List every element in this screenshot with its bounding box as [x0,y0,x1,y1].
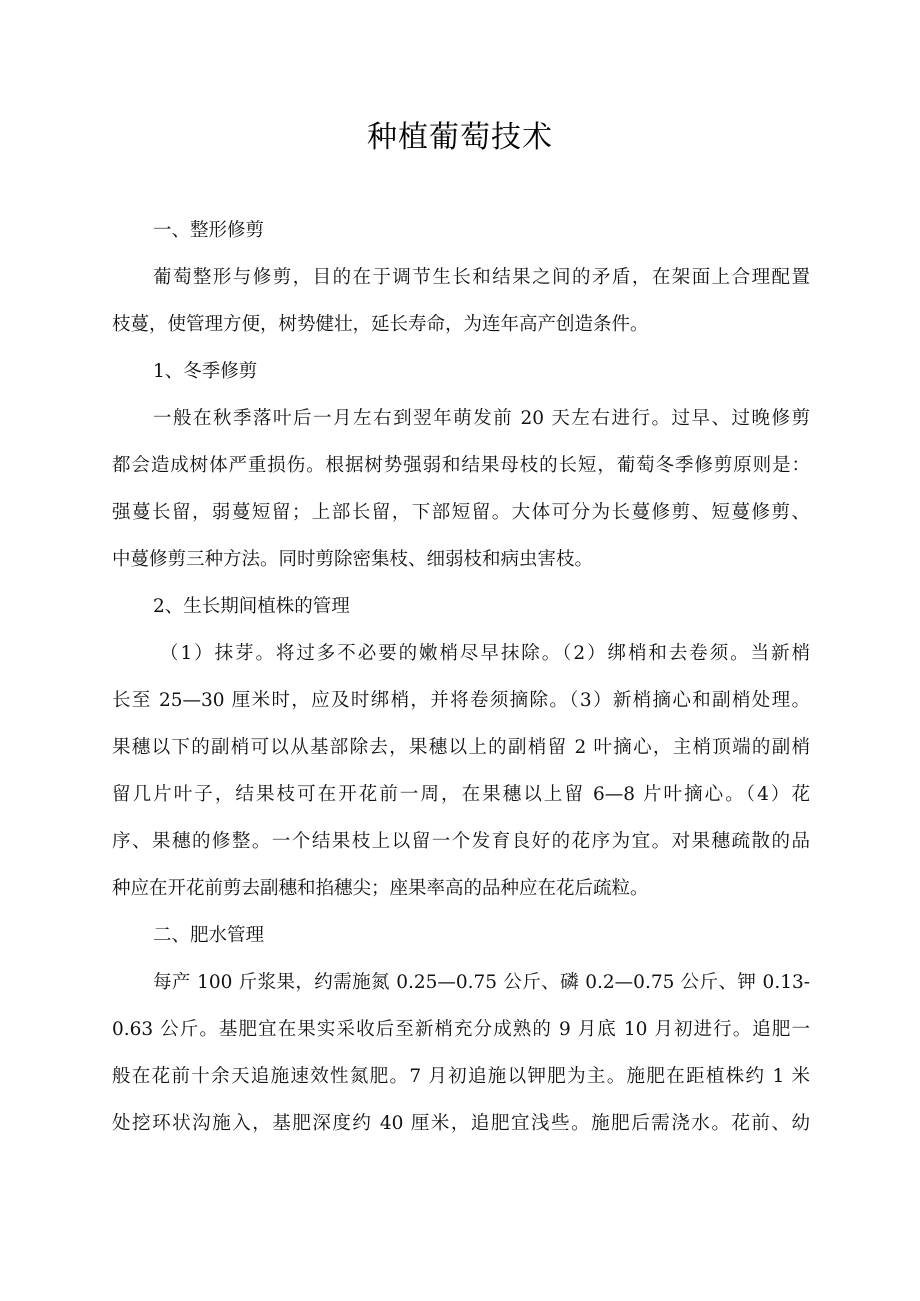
paragraph-line: 种应在开花前剪去副穗和掐穗尖；座果率高的品种应在花后疏粒。 [112,878,649,899]
paragraph-line: 一般在秋季落叶后一月左右到翌年萌发前 20 天左右进行。过早、过晚修剪 [153,408,810,429]
paragraph-line: 长至 25—30 厘米时，应及时绑梢，并将卷须摘除。（3）新梢摘心和副梢处理。 [112,690,810,711]
paragraph-line: 果穗以下的副梢可以从基部除去，果穗以上的副梢留 2 叶摘心，主梢顶端的副梢 [112,737,810,758]
paragraph-line: 0.63 公斤。基肥宜在果实采收后至新梢充分成熟的 9 月底 10 月初进行。追肥一 [112,1019,810,1040]
paragraph-line: 葡萄整形与修剪，目的在于调节生长和结果之间的矛盾，在架面上合理配置 [153,267,810,288]
paragraph-line: 枝蔓，使管理方便，树势健壮，延长寿命，为连年高产创造条件。 [112,314,649,335]
subsection-heading: 1、冬季修剪 [153,361,258,382]
paragraph-line: 处挖环状沟施入，基肥深度约 40 厘米，追肥宜浅些。施肥后需浇水。花前、幼 [112,1113,810,1134]
paragraph-line: 般在花前十余天追施速效性氮肥。7 月初追施以钾肥为主。施肥在距植株约 1 米 [112,1066,810,1087]
section-heading: 二、肥水管理 [153,925,265,946]
paragraph-line: 每产 100 斤浆果，约需施氮 0.25—0.75 公斤、磷 0.2—0.75 公斤、钾 0.13- [153,972,810,993]
paragraph-line: 留几片叶子，结果枝可在开花前一周，在果穗以上留 6—8 片叶摘心。（4）花 [112,784,810,805]
paragraph-line: 序、果穗的修整。一个结果枝上以留一个发育良好的花序为宜。对果穗疏散的品 [112,831,810,852]
paragraph-line: （1）抹芽。将过多不必要的嫩梢尽早抹除。（2）绑梢和去卷须。当新梢 [160,643,810,664]
section-heading: 一、整形修剪 [153,220,265,241]
paragraph-line: 中蔓修剪三种方法。同时剪除密集枝、细弱枝和病虫害枝。 [112,549,594,570]
document-body [112,207,810,1147]
paragraph-line: 强蔓长留，弱蔓短留；上部长留，下部短留。大体可分为长蔓修剪、短蔓修剪、 [112,502,810,523]
subsection-heading: 2、生长期间植株的管理 [153,596,350,617]
paragraph-line: 都会造成树体严重损伤。根据树势强弱和结果母枝的长短，葡萄冬季修剪原则是： [112,455,810,476]
page-title: 种植葡萄技术 [367,120,553,155]
